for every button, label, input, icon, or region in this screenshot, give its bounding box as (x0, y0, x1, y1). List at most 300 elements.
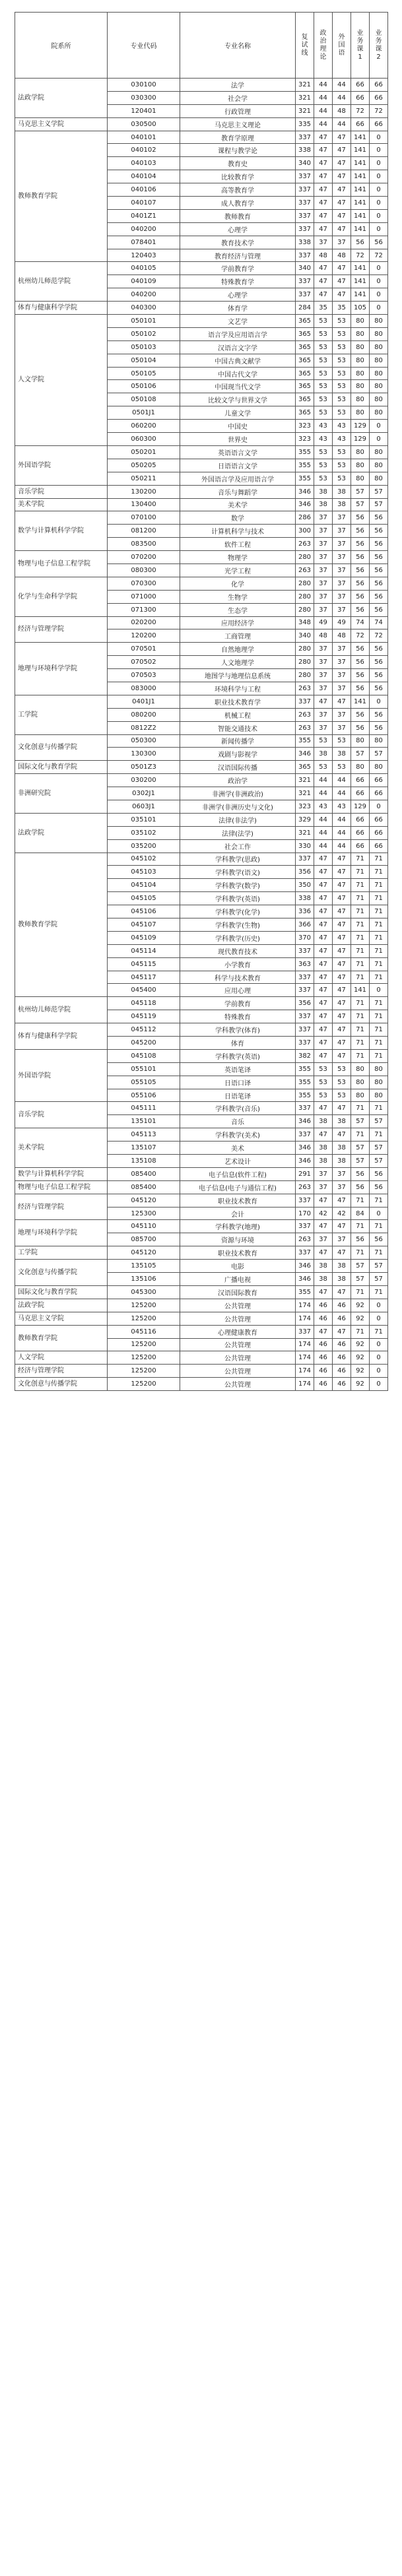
course2-score-cell: 0 (370, 302, 388, 315)
foreign-language-score-cell: 37 (333, 551, 351, 564)
major-code-cell: 035102 (108, 826, 180, 839)
retest-score-cell: 340 (296, 157, 314, 170)
retest-score-cell: 346 (296, 1273, 314, 1286)
foreign-language-score-cell: 47 (333, 695, 351, 708)
foreign-language-score-cell: 47 (333, 262, 351, 275)
foreign-language-score-cell: 47 (333, 1037, 351, 1050)
major-name-cell: 世界史 (180, 433, 296, 446)
politics-score-cell: 44 (314, 91, 333, 104)
retest-score-cell: 355 (296, 1285, 314, 1299)
politics-score-cell: 53 (314, 380, 333, 393)
course2-score-cell: 0 (370, 183, 388, 197)
major-code-cell: 050201 (108, 445, 180, 459)
course2-score-cell: 71 (370, 1049, 388, 1062)
course2-score-cell: 0 (370, 695, 388, 708)
politics-score-cell: 53 (314, 1076, 333, 1089)
politics-score-cell: 53 (314, 393, 333, 406)
politics-score-cell: 44 (314, 117, 333, 131)
table-row (15, 695, 388, 708)
major-code-cell: 120200 (108, 629, 180, 643)
politics-score-cell: 44 (314, 787, 333, 800)
major-code-cell: 050104 (108, 354, 180, 367)
course1-score-cell: 66 (351, 79, 370, 92)
politics-score-cell: 49 (314, 616, 333, 629)
course1-score-cell: 72 (351, 249, 370, 262)
politics-score-cell: 37 (314, 511, 333, 525)
politics-score-cell: 47 (314, 1049, 333, 1062)
retest-score-cell: 365 (296, 340, 314, 354)
major-name-cell: 心理学 (180, 222, 296, 236)
foreign-language-score-cell: 37 (333, 1167, 351, 1180)
foreign-language-score-cell: 47 (333, 183, 351, 197)
course2-score-cell: 71 (370, 1220, 388, 1233)
course2-score-cell: 80 (370, 1076, 388, 1089)
foreign-language-score-cell: 37 (333, 525, 351, 538)
major-name-cell: 学科教学(数学) (180, 879, 296, 892)
dept-cell: 国际文化与教育学院 (15, 1285, 108, 1299)
dept-cell: 体育与健康科学学院 (15, 302, 108, 315)
course2-score-cell: 71 (370, 1285, 388, 1299)
course2-score-cell: 57 (370, 748, 388, 761)
course1-score-cell: 80 (351, 1076, 370, 1089)
retest-score-cell: 363 (296, 957, 314, 971)
course1-score-cell: 80 (351, 472, 370, 485)
major-name-cell: 法学 (180, 79, 296, 92)
politics-score-cell: 37 (314, 590, 333, 603)
course1-score-cell: 92 (351, 1299, 370, 1312)
major-name-cell: 学科教学(语文) (180, 866, 296, 879)
major-name-cell: 汉语言文字学 (180, 340, 296, 354)
retest-score-cell: 382 (296, 1049, 314, 1062)
dept-cell: 马克思主义学院 (15, 117, 108, 131)
table-header-row (15, 13, 388, 79)
major-name-cell: 美术学 (180, 498, 296, 511)
major-code-cell: 135105 (108, 1260, 180, 1273)
retest-score-cell: 340 (296, 629, 314, 643)
course2-score-cell: 66 (370, 774, 388, 787)
major-code-cell: 040200 (108, 222, 180, 236)
foreign-language-score-cell: 47 (333, 944, 351, 957)
dept-cell: 经济与管理学院 (15, 1365, 108, 1378)
dept-cell: 地理与环境科学学院 (15, 643, 108, 695)
table-row (15, 1023, 388, 1037)
course1-score-cell: 80 (351, 445, 370, 459)
table-row (15, 1299, 388, 1312)
major-code-cell: 060300 (108, 433, 180, 446)
politics-score-cell: 53 (314, 315, 333, 328)
major-code-cell: 070503 (108, 669, 180, 682)
foreign-language-score-cell: 53 (333, 393, 351, 406)
major-name-cell: 戏剧与影视学 (180, 748, 296, 761)
course1-score-cell: 66 (351, 839, 370, 853)
major-name-cell: 学科教学(体育) (180, 1023, 296, 1037)
course1-score-cell: 57 (351, 1273, 370, 1286)
course2-score-cell: 80 (370, 315, 388, 328)
course1-score-cell: 71 (351, 1220, 370, 1233)
major-code-cell: 045114 (108, 944, 180, 957)
major-code-cell: 0401J1 (108, 695, 180, 708)
course2-score-cell: 80 (370, 406, 388, 420)
politics-score-cell: 53 (314, 472, 333, 485)
major-code-cell: 040109 (108, 275, 180, 288)
foreign-language-score-cell: 47 (333, 1128, 351, 1142)
foreign-language-score-cell: 37 (333, 669, 351, 682)
course1-score-cell: 141 (351, 183, 370, 197)
course1-score-cell: 71 (351, 1049, 370, 1062)
course2-score-cell: 56 (370, 236, 388, 249)
admission-score-table (15, 12, 388, 1391)
course2-score-cell: 80 (370, 459, 388, 472)
course2-score-cell: 56 (370, 551, 388, 564)
major-code-cell: 045300 (108, 1285, 180, 1299)
foreign-language-score-cell: 48 (333, 629, 351, 643)
foreign-language-score-cell: 42 (333, 1207, 351, 1220)
major-name-cell: 职业技术教育 (180, 1246, 296, 1260)
retest-score-cell: 338 (296, 892, 314, 905)
course2-score-cell: 80 (370, 354, 388, 367)
course1-score-cell: 66 (351, 813, 370, 826)
course1-score-cell: 56 (351, 656, 370, 669)
retest-score-cell: 366 (296, 918, 314, 932)
politics-score-cell: 47 (314, 1194, 333, 1207)
major-name-cell: 地图学与地理信息系统 (180, 669, 296, 682)
course1-score-cell: 80 (351, 327, 370, 340)
course2-score-cell: 56 (370, 525, 388, 538)
major-code-cell: 045104 (108, 879, 180, 892)
foreign-language-score-cell: 47 (333, 957, 351, 971)
course2-score-cell: 71 (370, 866, 388, 879)
table-row (15, 117, 388, 131)
politics-score-cell: 44 (314, 826, 333, 839)
major-name-cell: 外国语言学及应用语言学 (180, 472, 296, 485)
course2-score-cell: 56 (370, 564, 388, 577)
course2-score-cell: 71 (370, 1037, 388, 1050)
retest-score-cell: 286 (296, 511, 314, 525)
course1-score-cell: 56 (351, 721, 370, 734)
foreign-language-score-cell: 46 (333, 1299, 351, 1312)
politics-score-cell: 47 (314, 262, 333, 275)
dept-cell: 音乐学院 (15, 1102, 108, 1128)
politics-score-cell: 37 (314, 564, 333, 577)
major-name-cell: 公共管理 (180, 1351, 296, 1365)
course2-score-cell: 0 (370, 262, 388, 275)
major-name-cell: 教育史 (180, 157, 296, 170)
major-name-cell: 政治学 (180, 774, 296, 787)
major-name-cell: 中国现当代文学 (180, 380, 296, 393)
foreign-language-score-cell: 47 (333, 1102, 351, 1115)
foreign-language-score-cell: 35 (333, 302, 351, 315)
major-code-cell: 050103 (108, 340, 180, 354)
major-code-cell: 125200 (108, 1312, 180, 1325)
foreign-language-score-cell: 44 (333, 91, 351, 104)
course1-score-cell: 71 (351, 931, 370, 944)
politics-score-cell: 47 (314, 892, 333, 905)
politics-score-cell: 53 (314, 340, 333, 354)
table-row (15, 774, 388, 787)
course1-score-cell: 57 (351, 1142, 370, 1155)
dept-cell: 杭州幼儿师范学院 (15, 262, 108, 302)
major-code-cell: 071000 (108, 590, 180, 603)
course1-score-cell: 71 (351, 866, 370, 879)
politics-score-cell: 53 (314, 367, 333, 380)
course2-score-cell: 57 (370, 498, 388, 511)
dept-cell: 法政学院 (15, 1299, 108, 1312)
major-name-cell: 教师教育 (180, 209, 296, 222)
table-row (15, 315, 388, 328)
table-row (15, 79, 388, 92)
politics-score-cell: 46 (314, 1365, 333, 1378)
retest-score-cell: 321 (296, 774, 314, 787)
retest-score-cell: 321 (296, 91, 314, 104)
course1-score-cell: 56 (351, 564, 370, 577)
retest-score-cell: 321 (296, 787, 314, 800)
politics-score-cell: 47 (314, 905, 333, 918)
retest-score-cell: 174 (296, 1365, 314, 1378)
header-retest-line: 复试线 (296, 13, 314, 79)
major-code-cell: 045108 (108, 1049, 180, 1062)
politics-score-cell: 47 (314, 1010, 333, 1023)
retest-score-cell: 263 (296, 564, 314, 577)
politics-score-cell: 37 (314, 669, 333, 682)
major-code-cell: 081200 (108, 525, 180, 538)
major-name-cell: 中国史 (180, 420, 296, 433)
score-table-sheet (15, 0, 387, 1391)
major-name-cell: 自然地理学 (180, 643, 296, 656)
politics-score-cell: 38 (314, 748, 333, 761)
major-code-cell: 040107 (108, 197, 180, 210)
retest-score-cell: 335 (296, 117, 314, 131)
course1-score-cell: 92 (351, 1338, 370, 1351)
foreign-language-score-cell: 53 (333, 315, 351, 328)
retest-score-cell: 284 (296, 302, 314, 315)
politics-score-cell: 47 (314, 288, 333, 302)
course1-score-cell: 129 (351, 433, 370, 446)
course2-score-cell: 80 (370, 380, 388, 393)
course2-score-cell: 71 (370, 997, 388, 1010)
course1-score-cell: 57 (351, 1115, 370, 1128)
foreign-language-score-cell: 44 (333, 787, 351, 800)
politics-score-cell: 47 (314, 197, 333, 210)
major-name-cell: 公共管理 (180, 1378, 296, 1391)
course1-score-cell: 141 (351, 262, 370, 275)
major-name-cell: 学科教学(英语) (180, 1049, 296, 1062)
table-row (15, 498, 388, 511)
major-code-cell: 055105 (108, 1076, 180, 1089)
retest-score-cell: 356 (296, 866, 314, 879)
retest-score-cell: 337 (296, 170, 314, 183)
table-row (15, 734, 388, 748)
retest-score-cell: 321 (296, 826, 314, 839)
major-code-cell: 0603J1 (108, 800, 180, 813)
retest-score-cell: 348 (296, 616, 314, 629)
foreign-language-score-cell: 43 (333, 800, 351, 813)
major-name-cell: 汉语国际教育 (180, 1285, 296, 1299)
course2-score-cell: 56 (370, 1180, 388, 1194)
politics-score-cell: 43 (314, 800, 333, 813)
header-foreign-language: 外国语 (333, 13, 351, 79)
course1-score-cell: 71 (351, 997, 370, 1010)
foreign-language-score-cell: 53 (333, 1089, 351, 1102)
major-name-cell: 体育学 (180, 302, 296, 315)
major-code-cell: 070100 (108, 511, 180, 525)
retest-score-cell: 346 (296, 1260, 314, 1273)
table-row (15, 1325, 388, 1338)
major-code-cell: 040300 (108, 302, 180, 315)
dept-cell: 文化创意与传播学院 (15, 1378, 108, 1391)
course1-score-cell: 84 (351, 1207, 370, 1220)
retest-score-cell: 323 (296, 433, 314, 446)
course2-score-cell: 80 (370, 327, 388, 340)
major-code-cell: 030500 (108, 117, 180, 131)
retest-score-cell: 321 (296, 104, 314, 117)
course2-score-cell: 66 (370, 826, 388, 839)
politics-score-cell: 37 (314, 603, 333, 616)
course2-score-cell: 71 (370, 957, 388, 971)
foreign-language-score-cell: 37 (333, 656, 351, 669)
course2-score-cell: 71 (370, 892, 388, 905)
major-name-cell: 成人教育学 (180, 197, 296, 210)
retest-score-cell: 337 (296, 249, 314, 262)
course1-score-cell: 80 (351, 734, 370, 748)
retest-score-cell: 350 (296, 879, 314, 892)
politics-score-cell: 47 (314, 275, 333, 288)
major-name-cell: 学科教学(化学) (180, 905, 296, 918)
retest-score-cell: 321 (296, 79, 314, 92)
major-code-cell: 135106 (108, 1273, 180, 1286)
course1-score-cell: 66 (351, 117, 370, 131)
politics-score-cell: 47 (314, 931, 333, 944)
course1-score-cell: 56 (351, 1180, 370, 1194)
foreign-language-score-cell: 43 (333, 420, 351, 433)
retest-score-cell: 355 (296, 734, 314, 748)
major-name-cell: 汉语国际传播 (180, 761, 296, 774)
dept-cell: 马克思主义学院 (15, 1312, 108, 1325)
dept-cell: 教师教育学院 (15, 853, 108, 997)
course1-score-cell: 56 (351, 590, 370, 603)
course2-score-cell: 0 (370, 144, 388, 157)
retest-score-cell: 337 (296, 1010, 314, 1023)
dept-cell: 数学与计算机科学学院 (15, 1167, 108, 1180)
table-row (15, 551, 388, 564)
politics-score-cell: 47 (314, 1023, 333, 1037)
course1-score-cell: 66 (351, 774, 370, 787)
major-code-cell: 050105 (108, 367, 180, 380)
major-name-cell: 社会学 (180, 91, 296, 104)
retest-score-cell: 356 (296, 997, 314, 1010)
dept-cell: 物理与电子信息工程学院 (15, 551, 108, 577)
politics-score-cell: 47 (314, 1285, 333, 1299)
foreign-language-score-cell: 47 (333, 918, 351, 932)
foreign-language-score-cell: 47 (333, 1010, 351, 1023)
dept-cell: 数学与计算机科学学院 (15, 511, 108, 551)
course2-score-cell: 56 (370, 511, 388, 525)
retest-score-cell: 174 (296, 1299, 314, 1312)
course2-score-cell: 80 (370, 393, 388, 406)
major-name-cell: 现代教育技术 (180, 944, 296, 957)
major-name-cell: 资源与环境 (180, 1233, 296, 1246)
table-row (15, 1167, 388, 1180)
retest-score-cell: 329 (296, 813, 314, 826)
header-major: 专业名称 (180, 13, 296, 79)
table-row (15, 302, 388, 315)
major-name-cell: 学前教育 (180, 997, 296, 1010)
course2-score-cell: 56 (370, 643, 388, 656)
major-code-cell: 135101 (108, 1115, 180, 1128)
foreign-language-score-cell: 47 (333, 1285, 351, 1299)
table-row (15, 485, 388, 498)
table-row (15, 1194, 388, 1207)
course2-score-cell: 71 (370, 879, 388, 892)
retest-score-cell: 340 (296, 262, 314, 275)
course2-score-cell: 71 (370, 1325, 388, 1338)
major-code-cell: 125200 (108, 1378, 180, 1391)
foreign-language-score-cell: 53 (333, 459, 351, 472)
course1-score-cell: 66 (351, 826, 370, 839)
politics-score-cell: 47 (314, 1325, 333, 1338)
foreign-language-score-cell: 53 (333, 1076, 351, 1089)
major-name-cell: 心理健康教育 (180, 1325, 296, 1338)
major-code-cell: 085700 (108, 1233, 180, 1246)
course1-score-cell: 71 (351, 1325, 370, 1338)
foreign-language-score-cell: 37 (333, 643, 351, 656)
course2-score-cell: 66 (370, 813, 388, 826)
foreign-language-score-cell: 37 (333, 590, 351, 603)
retest-score-cell: 355 (296, 1089, 314, 1102)
major-code-cell: 050101 (108, 315, 180, 328)
major-code-cell: 0401Z1 (108, 209, 180, 222)
dept-cell: 外国语学院 (15, 1049, 108, 1102)
politics-score-cell: 44 (314, 104, 333, 117)
foreign-language-score-cell: 37 (333, 721, 351, 734)
retest-score-cell: 263 (296, 721, 314, 734)
table-row (15, 1246, 388, 1260)
table-row (15, 511, 388, 525)
politics-score-cell: 37 (314, 577, 333, 590)
course1-score-cell: 56 (351, 603, 370, 616)
major-code-cell: 040105 (108, 262, 180, 275)
major-code-cell: 050211 (108, 472, 180, 485)
foreign-language-score-cell: 47 (333, 853, 351, 866)
retest-score-cell: 365 (296, 380, 314, 393)
retest-score-cell: 337 (296, 853, 314, 866)
major-code-cell: 078401 (108, 236, 180, 249)
table-row (15, 616, 388, 629)
politics-score-cell: 53 (314, 406, 333, 420)
course2-score-cell: 56 (370, 1167, 388, 1180)
major-name-cell: 行政管理 (180, 104, 296, 117)
major-code-cell: 083500 (108, 538, 180, 551)
course1-score-cell: 80 (351, 761, 370, 774)
retest-score-cell: 280 (296, 603, 314, 616)
course2-score-cell: 56 (370, 669, 388, 682)
course1-score-cell: 72 (351, 629, 370, 643)
course1-score-cell: 56 (351, 708, 370, 721)
major-name-cell: 软件工程 (180, 538, 296, 551)
retest-score-cell: 337 (296, 131, 314, 144)
course1-score-cell: 56 (351, 1233, 370, 1246)
politics-score-cell: 46 (314, 1299, 333, 1312)
retest-score-cell: 365 (296, 406, 314, 420)
course1-score-cell: 92 (351, 1351, 370, 1365)
course2-score-cell: 57 (370, 485, 388, 498)
major-code-cell: 045117 (108, 971, 180, 984)
course1-score-cell: 141 (351, 288, 370, 302)
politics-score-cell: 43 (314, 433, 333, 446)
politics-score-cell: 38 (314, 1260, 333, 1273)
retest-score-cell: 337 (296, 1102, 314, 1115)
politics-score-cell: 53 (314, 327, 333, 340)
retest-score-cell: 337 (296, 1220, 314, 1233)
